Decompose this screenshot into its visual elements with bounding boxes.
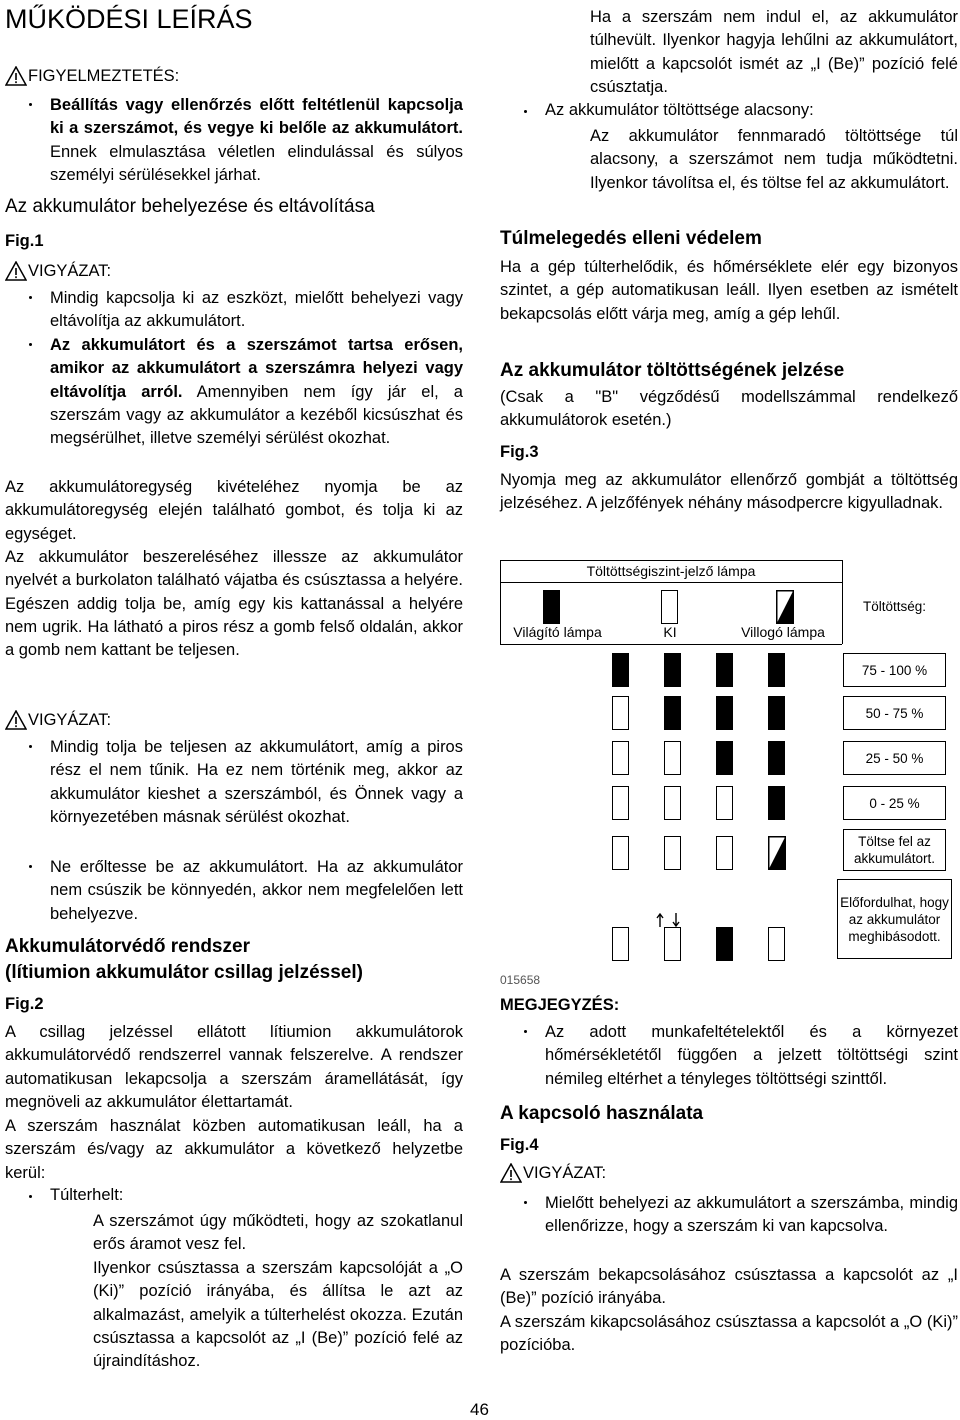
paragraph: Az akkumulátoregység kivételéhez nyomja be az akkumulátoregység elején található gombot, és tolja ki az egységet. [5, 478, 463, 543]
level-cell: 25 - 50 % [843, 741, 946, 775]
warning-icon [5, 261, 27, 281]
lamp-blink-icon [776, 590, 794, 624]
charge-indicator-table [500, 560, 958, 970]
section-title: Az akkumulátor töltöttségének jelzése [500, 360, 845, 381]
bullet-text: Ne erőltesse be az akkumulátort. Ha az akkumulátor nem csúszik be könnyedén, akkor nem megfelelően lett behelyezve. [50, 858, 463, 923]
overload-bullet [50, 1186, 123, 1205]
lamp-on-icon [716, 741, 733, 775]
lamp-on-icon [716, 696, 733, 730]
fig-label: Fig.3 [500, 443, 539, 461]
lamp-on-icon [768, 653, 785, 687]
paragraph: Nyomja meg az akkumulátor ellenőrző gombját a töltöttség jelzéséhez. A jelzőfények néhány másodpercre kigyulladnak. [500, 471, 958, 513]
lamp-off-icon [612, 786, 629, 820]
paragraph: Ilyenkor csúsztassa a szerszám kapcsolóját a „O (Ki)” pozíció irányába, és állítsa le azt az alkalmazást, amelyik a túlterhelést okozza. Ezután csúsztassa a kapcsolót az „I (Be)” pozíció felé az újraindításhoz. [93, 1259, 463, 1371]
warning-rest-text: Ennek elmulasztása véletlen elindulással és súlyos személyi sérülésekkel járhat. [50, 142, 463, 184]
paragraph: A szerszámot úgy működteti, hogy az szokatlanul erős áramot vesz fel. [93, 1212, 463, 1254]
level-cell: 50 - 75 % [843, 696, 946, 730]
lamp-off-icon [661, 590, 678, 624]
caution-bullet [50, 856, 463, 926]
paragraph: Az akkumulátor fennmaradó töltöttsége túl alacsony, a szerszámot nem tudja működtetni. Ilyenkor távolítsa el, és töltse fel az akkumulátort. [590, 127, 958, 192]
lamp-off-icon [716, 786, 733, 820]
caution-heading [500, 1163, 606, 1183]
lamp-on-icon [716, 927, 733, 961]
lamp-off-icon [612, 927, 629, 961]
lamp-on-icon [768, 786, 785, 820]
level-cell: 75 - 100 % [843, 653, 946, 687]
lamp-off-icon [664, 836, 681, 870]
warning-heading [5, 66, 179, 86]
caution-bullet [50, 287, 463, 334]
section-title-line: (lítiumion akkumulátor csillag jelzéssel) [5, 962, 363, 983]
bullet-text: Mielőtt behelyezi az akkumulátort a szerszámba, mindig ellenőrizze, hogy a szerszám ki van kapcsolva. [545, 1194, 958, 1236]
paragraph: Ha a gép túlterhelődik, és hőmérséklete elér egy bizonyos szintet, a gép automatikusan leáll. Ilyen esetben az ismételt bekapcsolás előtt várja meg, amíg a gép lehűl. [500, 258, 958, 323]
lamp-on-icon [768, 741, 785, 775]
caution-label: VIGYÁZAT: [523, 1163, 607, 1182]
lamp-off-icon [612, 696, 629, 730]
fig-label: Fig.1 [5, 232, 44, 250]
paragraph: A szerszám bekapcsolásához csúsztassa a kapcsolót az „I (Be)” pozíció irányába. [500, 1266, 958, 1308]
lamp-off-icon [612, 741, 629, 775]
bullet-dot [29, 296, 32, 299]
bullet-dot [524, 1201, 527, 1204]
legend-blink-label: Villogó lámpa [741, 624, 825, 640]
legend-off-label: KI [663, 624, 677, 640]
table-header: Töltöttségiszint-jelző lámpa [586, 563, 756, 579]
lamp-off-icon [716, 836, 733, 870]
bullet-dot [29, 865, 32, 868]
level-cell: Előfordulhat, hogy az akkumulátor meghibásodott. [837, 879, 952, 959]
lamp-on-icon [612, 653, 629, 687]
lamp-off-icon [664, 741, 681, 775]
caution-bullet [545, 1192, 958, 1239]
lamp-off-icon [612, 836, 629, 870]
bullet-label: Az akkumulátor töltöttsége alacsony: [545, 101, 814, 119]
paragraph: A csillag jelzéssel ellátott lítiumion akkumulátorok akkumulátorvédő rendszerrel vannak felszerelve. A rendszer automatikusan lekapcsolja a szerszám áramellátását, így megnöveli az akkumulátor élettartamát. [5, 1023, 463, 1111]
warning-icon [500, 1163, 522, 1183]
fig-label: Fig.4 [500, 1136, 539, 1154]
warning-bold-text: Beállítás vagy ellenőrzés előtt feltétlenül kapcsolja ki a szerszámot, és vegye ki belőle az akkumulátort. [50, 96, 463, 138]
bullet-text: Az adott munkafeltételektől és a környezet hőmérsékletétől függően a jelzett töltöttségi szint némileg eltérhet a tényleges töltöttségi szinttől. [545, 1023, 958, 1088]
col-label: Töltöttség: [843, 586, 946, 626]
caution-heading [5, 261, 111, 281]
caution-label: VIGYÁZAT: [28, 261, 112, 280]
level-cell: 0 - 25 % [843, 786, 946, 820]
warning-icon [5, 66, 27, 86]
lamp-blink-icon [768, 836, 786, 870]
warning-bullet [50, 94, 463, 187]
bullet-dot [524, 110, 527, 113]
lamp-on-icon [768, 696, 785, 730]
bullet-dot [29, 745, 32, 748]
section-title-line: Akkumulátorvédő rendszer [5, 936, 250, 957]
low-charge-bullet [545, 101, 814, 120]
bullet-dot [29, 343, 32, 346]
section-title: A kapcsoló használata [500, 1103, 704, 1124]
warning-label: FIGYELMEZTETÉS: [28, 66, 180, 85]
section-title [5, 934, 363, 986]
legend-on-label: Világító lámpa [513, 624, 602, 640]
figure-code: 015658 [500, 973, 541, 987]
fig-label: Fig.2 [5, 995, 44, 1013]
paragraph: Ha a szerszám nem indul el, az akkumulátor túlhevült. Ilyenkor hagyja lehűlni az akkumulátort, mielőtt a kapcsolót ismét az „I (Be)” pozíció felé csúsztatja. [590, 8, 958, 96]
level-cell: Töltse fel az akkumulátort. [843, 829, 946, 871]
bullet-dot [524, 1030, 527, 1033]
lamp-on-icon [664, 696, 681, 730]
note-heading: MEGJEGYZÉS: [500, 996, 620, 1014]
caution-bullet [50, 736, 463, 829]
lamp-off-icon [768, 927, 785, 961]
bullet-dot [29, 1195, 32, 1198]
lamp-on-icon [543, 590, 560, 624]
bullet-dot [29, 103, 32, 106]
lamp-on-icon [664, 653, 681, 687]
section-title: Túlmelegedés elleni védelem [500, 228, 762, 249]
bullet-text: Mindig tolja be teljesen az akkumulátort, amíg a piros rész el nem tűnik. Ha ez nem történik meg, akkor az akkumulátor kieshet a szerszámból, és Önnek vagy a környezetében másnak sérülést okozhat. [50, 738, 463, 826]
caution-label: VIGYÁZAT: [28, 710, 112, 729]
section-title: Az akkumulátor behelyezése és eltávolítása [5, 196, 375, 217]
caution-heading [5, 710, 111, 730]
bullet-label: Túlterhelt: [50, 1186, 124, 1204]
bullet-text: Amennyiben nem így jár el, a szerszám vagy az akkumulátor a kezéből kicsúszhat és megsérülhet, illetve személyi sérülést okozhat. [50, 382, 463, 448]
caution-bullet [50, 334, 463, 450]
warning-icon [5, 710, 27, 730]
paragraph: A szerszám használat közben automatikusan leáll, ha a szerszám és/vagy az akkumulátor a következő helyzetbe kerül: [5, 1117, 463, 1182]
lamp-on-icon [716, 653, 733, 687]
paragraph: Az akkumulátor beszereléséhez illessze az akkumulátor nyelvét a burkolaton található vájatba és csúsztassa a helyére. Egészen addig tolja be, amíg egy kis kattanással a helyére nem ugrik. Ha látható a piros rész a gomb felső oldalán, akkor a gomb nem kattant be teljesen. [5, 548, 463, 660]
page-number: 46 [470, 1400, 489, 1419]
arrows-icon [654, 913, 684, 927]
lamp-off-icon [664, 927, 681, 961]
paragraph: A szerszám kikapcsolásához csúsztassa a kapcsolót a „O (Ki)” pozícióba. [500, 1313, 958, 1355]
note-bullet [545, 1021, 958, 1091]
paragraph: (Csak a "B" végződésű modellszámmal rendelkező akkumulátorok esetén.) [500, 388, 958, 430]
page-title: MŰKÖDÉSI LEÍRÁS [5, 4, 253, 34]
bullet-bold-text: Az akkumulátort és a szerszámot tartsa erősen, amikor az akkumulátort a szerszámra helyezi vagy eltávolítja arról. [50, 336, 463, 401]
bullet-text: Mindig kapcsolja ki az eszközt, mielőtt behelyezi vagy eltávolítja az akkumulátort. [50, 289, 463, 331]
lamp-off-icon [664, 786, 681, 820]
